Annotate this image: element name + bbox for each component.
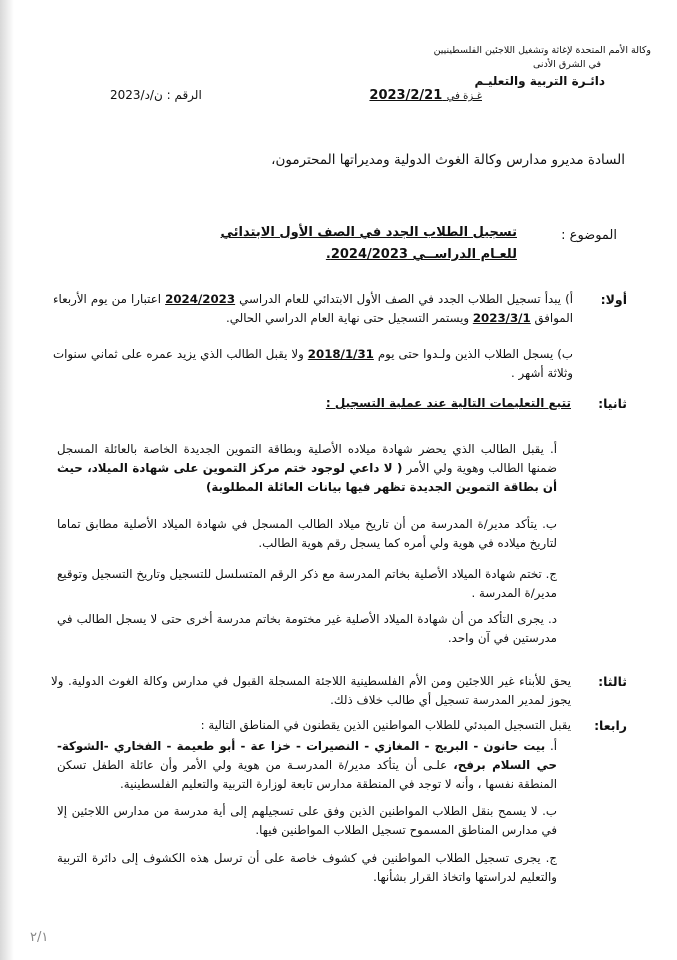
section1-marker: أولا: [600,292,627,307]
section4-item-a [57,737,557,794]
subject-line1: تسجيل الطلاب الجدد في الصف الأول الابتدائي [220,225,517,240]
s1a-text2: اعتبارا من يوم الأربعاء الموافق [53,292,573,325]
s2a-bold: ( لا داعي لوجود ختم مركز التموين على شهادة الميلاد، حيث أن بطاقة التموين الجديدة تظهر فيها بيانات العائلة المطلوبة) [57,461,557,494]
s4a-text: علـى أن يتأكد مدير/ة المدرسـة من هوية ولي الأمر وأن عائلة الطفل تسكن المنطقة نفسها ، وأنه لا توجد في المنطقة مدارس تابعة لوزارة التربية والتعليم الفلسطينية. [57,758,557,791]
department: دائـرة التربية والتعليـم [474,74,605,88]
section2-item-d: د. يجرى التأكد من أن شهادة الميلاد الأصلية غير مختومة بخاتم مدرسة أخرى حتى لا يسجل الطالب في مدرستين في آن واحد. [57,612,557,645]
s2a-text: يقبل الطالب الذي يحضر شهادة ميلاده الأصلية وبطاقة التموين الجديدة الخاصة بالعائلة المسجل ضمنها الطالب وهوية ولي الأمر [57,442,558,475]
s4a-label: أ. [549,739,558,753]
reference-number: الرقم : ن/د/2023 [110,88,202,102]
section2-item-c: ج. تختم شهادة الميلاد الأصلية بخاتم المدرسة مع ذكر الرقم المتسلسل للتسجيل وتاريخ التسجيل وتوقيع مدير/ة المدرسة . [57,567,557,600]
section4-intro: يقبل التسجيل المبدئي للطلاب المواطنين الذين يقطنون في المناطق التالية : [200,718,571,732]
s1a-label: أ) [565,292,573,306]
s1a-text1: يبدأ تسجيل الطلاب الجدد في الصف الأول الابتدائي للعام الدراسي [239,292,562,306]
date-label: غـزة في [446,91,482,102]
section1-item-b [53,345,573,383]
page-number: ٢/١ [30,930,49,945]
letter-date [369,88,482,103]
s2a-label: أ. [549,442,558,456]
salutation: السادة مديرو مدارس وكالة الغوث الدولية ومديراتها المحترمون، [271,152,625,168]
section4-marker: رابعا: [594,718,627,733]
org-line1: وكالة الأمم المتحدة لإغاثة وتشغيل اللاجئين الفلسطينيين [433,45,651,56]
s4a-areas: بيت حانون - البريج - المغازي - النصيرات - خزا عة - أبو طعيمة - الفخاري -الشوكة- حي السلام برفح، [57,739,558,772]
section1-item-a [53,290,573,328]
section2-item-b: ب. يتأكد مدير/ة المدرسة من أن تاريخ ميلاد الطالب المسجل في شهادة الميلاد الأصلية مطابق تماما لتاريخ ميلاده في هوية ولي أمره كما يسجل رقم هوية الطالب. [57,517,557,550]
s1b-text2: ولا يقبل الطالب الذي يزيد عمره على ثماني سنوات وثلاثة أشهر . [53,347,573,380]
page-edge-shadow [0,0,14,960]
section4-item-b: ب. لا يسمح بنقل الطلاب المواطنين الذين وفق على تسجيلهم إلى أية مدرسة من مدارس اللاجئين إلا في مدارس المناطق المسموح تسجيل الطلاب المواطنين فيها. [57,804,557,837]
s1b-text1: ب) يسجل الطلاب الذين ولـدوا حتى يوم [377,347,573,361]
section3-marker: ثالثا: [598,674,627,689]
subject [137,222,517,266]
s1a-date: 2023/3/1 [472,311,531,325]
org-line2: في الشرق الأدنى [533,59,601,70]
subject-label: الموضوع : [561,228,617,243]
s1a-text3: ويستمر التسجيل حتى نهاية العام الدراسي الحالي. [226,311,470,325]
section3-text: يحق للأبناء غير اللاجئين ومن الأم الفلسطينية اللاجئة المسجلة القبول في مدارس وكالة الغوث الدولية. ولا يجوز لمدير المدرسة تسجيل أي طالب خلاف ذلك. [51,674,571,707]
s1b-date: 2018/1/31 [307,347,374,361]
section2-item-a [57,440,557,497]
section2-heading: تتبع التعليمات التالية عند عملية التسجيل : [325,396,571,410]
subject-line2: للعـام الدراســي 2024/2023. [325,247,517,262]
section2-marker: ثانيا: [598,396,627,411]
letterhead [391,44,651,88]
s1a-year: 2024/2023 [165,292,236,306]
date-value: 2023/2/21 [369,88,443,103]
section4-item-c: ج. يجرى تسجيل الطلاب المواطنين في كشوف خاصة على أن ترسل هذه الكشوف إلى دائرة التربية والتعليم لدراستها واتخاذ القرار بشأنها. [57,851,557,884]
